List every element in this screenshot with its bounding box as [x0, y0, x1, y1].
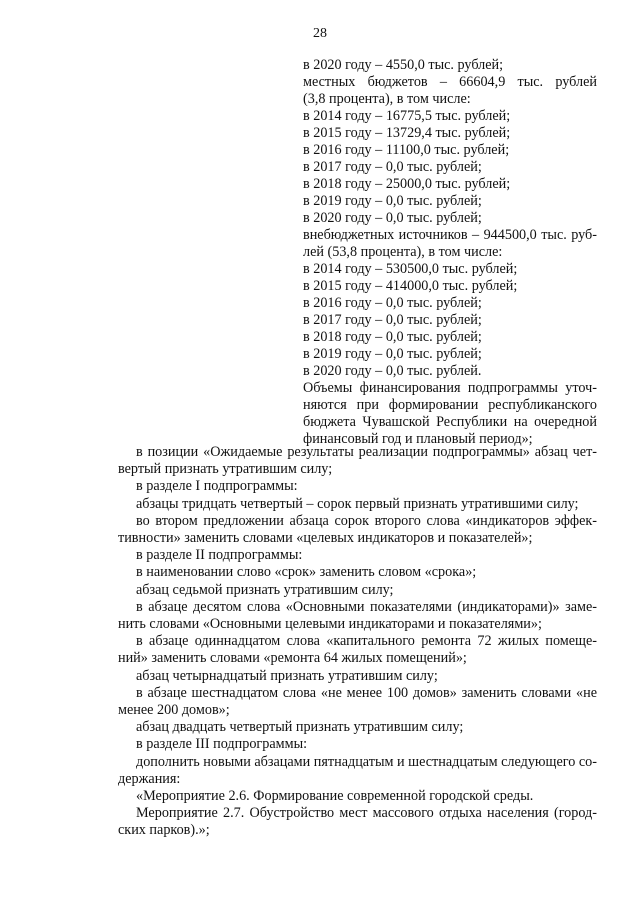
body-line: Мероприятие 2.7. Обустройство мест массового отдыха населения (город- — [136, 805, 597, 822]
financing-line: (3,8 процента), в том числе: — [303, 91, 471, 107]
financing-line: в 2015 году – 414000,0 тыс. рублей; — [303, 278, 518, 294]
body-line: абзац седьмой признать утратившим силу; — [136, 581, 394, 598]
financing-line: в 2016 году – 11100,0 тыс. рублей; — [303, 142, 510, 158]
financing-line: в 2017 году – 0,0 тыс. рублей; — [303, 159, 482, 175]
financing-line: в 2016 году – 0,0 тыс. рублей; — [303, 295, 482, 311]
body-line: в позиции «Ожидаемые результаты реализации подпрограммы» абзац чет- — [136, 444, 597, 460]
body-line: абзацы тридцать четвертый – сорок первый признать утратившими силу; — [136, 495, 579, 512]
body-line: ских парков).»; — [118, 822, 210, 839]
financing-line: местных бюджетов – 66604,9 тыс. рублей — [303, 74, 597, 90]
financing-line: няются при формировании республиканского — [303, 397, 597, 413]
body-line: в абзаце десятом слова «Основными показателями (индикаторами)» заме- — [136, 598, 597, 615]
body-line: вертый признать утратившим силу; — [118, 461, 333, 478]
financing-line: в 2020 году – 4550,0 тыс. рублей; — [303, 57, 504, 73]
body-line: держания: — [118, 770, 181, 787]
body-line: дополнить новыми абзацами пятнадцатым и шестнадцатым следующего со- — [136, 753, 597, 770]
body-line: в разделе I подпрограммы: — [136, 478, 298, 495]
body-line: «Мероприятие 2.6. Формирование современной городской среды. — [136, 788, 534, 805]
financing-block — [303, 57, 597, 448]
body-line: абзац двадцать четвертый признать утратившим силу; — [136, 719, 464, 736]
body-line: во втором предложении абзаца сорок второго слова «индикаторов эффек- — [136, 512, 597, 529]
body-line: в разделе III подпрограммы: — [136, 736, 308, 753]
financing-line: в 2015 году – 13729,4 тыс. рублей; — [303, 125, 511, 141]
body-line: в разделе II подпрограммы: — [136, 547, 303, 564]
financing-line: внебюджетных источников – 944500,0 тыс. руб- — [303, 227, 597, 243]
financing-line: финансовый год и плановый период»; — [303, 431, 533, 447]
financing-line: в 2018 году – 0,0 тыс. рублей; — [303, 329, 482, 345]
financing-line: Объемы финансирования подпрограммы уточ- — [303, 380, 597, 396]
amendments-body — [118, 444, 597, 840]
body-line: тивности» заменить словами «целевых индикаторов и показателей»; — [118, 530, 533, 547]
body-line: менее 200 домов»; — [118, 702, 230, 719]
page-number: 28 — [313, 26, 327, 41]
financing-line: в 2019 году – 0,0 тыс. рублей; — [303, 346, 482, 362]
financing-line: в 2017 году – 0,0 тыс. рублей; — [303, 312, 482, 328]
financing-line: в 2020 году – 0,0 тыс. рублей; — [303, 210, 482, 226]
financing-line: в 2014 году – 530500,0 тыс. рублей; — [303, 261, 518, 277]
financing-line: в 2020 году – 0,0 тыс. рублей. — [303, 363, 482, 379]
body-line: нить словами «Основными целевыми индикаторами и показателями»; — [118, 616, 542, 633]
financing-line: бюджета Чувашской Республики на очередной — [303, 414, 597, 430]
body-line: абзац четырнадцатый признать утратившим силу; — [136, 667, 438, 684]
body-line: в наименовании слово «срок» заменить словом «срока»; — [136, 564, 477, 581]
financing-line: лей (53,8 процента), в том числе: — [303, 244, 503, 260]
financing-line: в 2019 году – 0,0 тыс. рублей; — [303, 193, 482, 209]
financing-line: в 2018 году – 25000,0 тыс. рублей; — [303, 176, 511, 192]
body-line: в абзаце одиннадцатом слова «капитального ремонта 72 жилых помеще- — [136, 633, 597, 650]
financing-line: в 2014 году – 16775,5 тыс. рублей; — [303, 108, 511, 124]
body-line: ний» заменить словами «ремонта 64 жилых помещений»; — [118, 650, 467, 667]
body-line: в абзаце шестнадцатом слова «не менее 100 домов» заменить словами «не — [136, 684, 597, 701]
